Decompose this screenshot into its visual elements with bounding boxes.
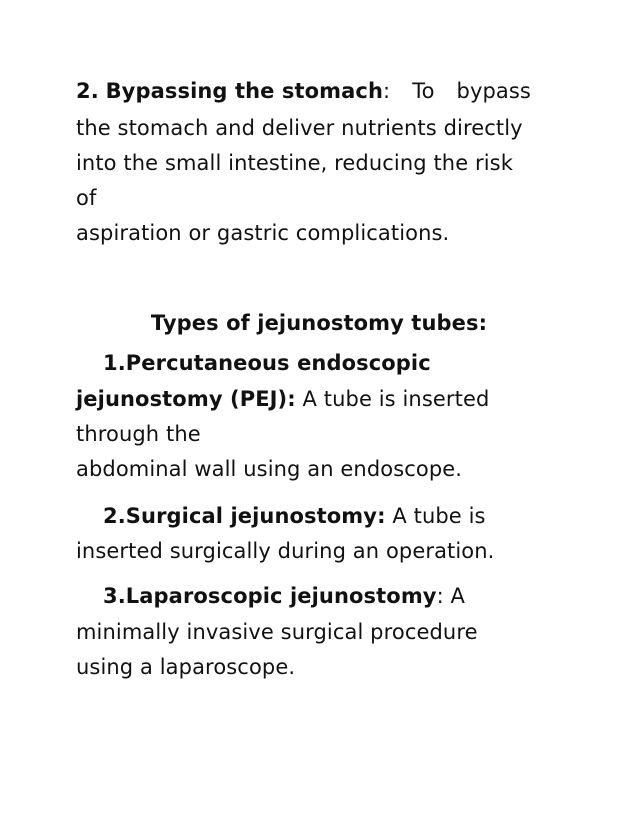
item-2-desc: A tube is — [385, 504, 486, 528]
heading-colon: : — [383, 79, 391, 103]
types-heading: Types of jejunostomy tubes: — [150, 311, 488, 335]
item-1-desc-line: abdominal wall using an endoscope. — [76, 457, 463, 481]
item-1-desc-line: through the — [76, 422, 201, 446]
paragraph-line: aspiration or gastric complications. — [76, 221, 450, 245]
section-heading: Bypassing the stomach — [105, 79, 384, 103]
item-3-desc-line: minimally invasive surgical procedure — [76, 620, 478, 644]
item-2-line — [103, 503, 486, 529]
item-1-line — [76, 386, 489, 412]
to-word: To — [412, 79, 435, 103]
item-1-title: 1.Percutaneous endoscopic — [103, 351, 431, 375]
item-3-title: 3.Laparoscopic jejunostomy — [103, 584, 437, 608]
item-1-title-cont: jejunostomy (PEJ): — [76, 387, 296, 411]
bypass-word: bypass — [456, 79, 531, 103]
item-1-desc: A tube is inserted — [295, 387, 490, 411]
item-2-title: 2.Surgical jejunostomy: — [103, 504, 386, 528]
item-3-desc: : A — [436, 584, 466, 608]
section-number: 2. — [76, 79, 99, 103]
item-3-desc-line: using a laparoscope. — [76, 655, 296, 679]
item-3-line — [103, 583, 465, 609]
paragraph-line: of — [76, 186, 97, 210]
item-2-desc-line: inserted surgically during an operation. — [76, 539, 495, 563]
section-2-heading-line — [76, 78, 531, 104]
paragraph-line: the stomach and deliver nutrients directly — [76, 116, 523, 140]
paragraph-line: into the small intestine, reducing the risk — [76, 151, 513, 175]
